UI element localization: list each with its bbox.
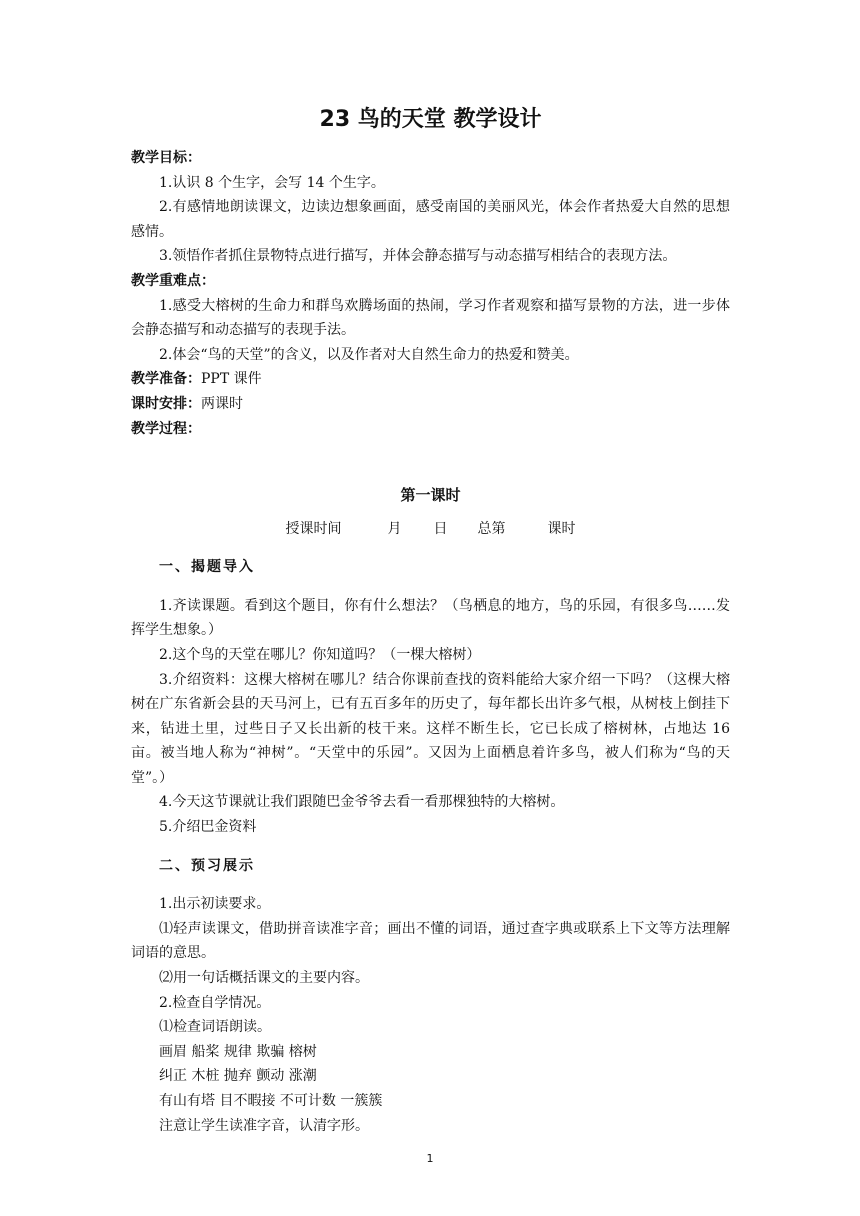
- document-title: 23 鸟的天堂 教学设计: [319, 107, 542, 132]
- process-heading: 教学过程：: [131, 420, 201, 437]
- total-label: 总第: [477, 521, 506, 538]
- section-item: 3.介绍资料：这棵大榕树在哪儿？结合你课前查找的资料能给大家介绍一下吗？（这棵大榕树在广东省新会县的天马河上，已有五百多年的历史了，每年都长出许多气根，从树枝上倒挂下来，钻进土里，过些日子又长出新的枝干来。这样不断生长，它已长成了榕树林，占地达 16 亩。被当地人称为“神树”。“天堂中的乐园”。又因为上面栖息着许多鸟，被人们称为“鸟的天堂”。）: [131, 671, 730, 786]
- vocab-line: 纠正 木桩 抛弃 颤动 涨潮: [159, 1068, 317, 1085]
- section-item: 1.齐读课题。看到这个题目，你有什么想法？（鸟栖息的地方，鸟的乐园，有很多鸟……发挥学生想象。）: [131, 597, 730, 639]
- page-number: 1: [426, 1152, 434, 1165]
- lesson-title: 第一课时: [400, 486, 461, 505]
- vocab-line: 画眉 船桨 规律 欺骗 榕树: [159, 1043, 317, 1060]
- section-item: 2.这个鸟的天堂在哪儿？你知道吗？（一棵大榕树）: [159, 646, 481, 663]
- key-points-heading: 教学重难点：: [131, 272, 215, 289]
- key-point-item: 1.感受大榕树的生命力和群鸟欢腾场面的热闹，学习作者观察和描写景物的方法，进一步体会静态描写和动态描写的表现手法。: [131, 297, 730, 339]
- lesson-time-row: [131, 517, 730, 541]
- section-item: 4.今天这节课就让我们跟随巴金爷爷去看一看那棵独特的大榕树。: [159, 794, 565, 811]
- spacer: [131, 441, 730, 483]
- key-point-item: 2.体会“鸟的天堂”的含义，以及作者对大自然生命力的热爱和赞美。: [159, 346, 579, 363]
- objectives-heading: 教学目标：: [131, 150, 201, 166]
- section-item: ⑴检查词语朗读。: [159, 1019, 271, 1036]
- section-item: 5.介绍巴金资料: [159, 819, 257, 836]
- period-label: 课时: [547, 521, 576, 538]
- objective-item: 3.领悟作者抓住景物特点进行描写，并体会静态描写与动态描写相结合的表现方法。: [159, 248, 677, 265]
- section-item: ⑵用一句话概括课文的主要内容。: [159, 970, 369, 987]
- section-heading: 一、揭题导入: [159, 559, 255, 576]
- preparation-label: 教学准备：: [131, 371, 201, 388]
- schedule-line: [131, 392, 730, 417]
- schedule-value: 两课时: [201, 395, 243, 412]
- schedule-label: 课时安排：: [131, 395, 201, 412]
- day-label: 日: [433, 521, 448, 538]
- section-heading: 二、预习展示: [159, 857, 255, 874]
- preparation-value: PPT 课件: [201, 371, 262, 388]
- section-item: 注意让学生读准字音，认清字形。: [159, 1117, 369, 1134]
- document-content: [131, 104, 730, 1138]
- objective-item: 2.有感情地朗读课文，边读边想象画面，感受南国的美丽风光，体会作者热爱大自然的思想感情。: [131, 199, 730, 240]
- preparation-line: [131, 367, 730, 392]
- objective-item: 1.认识 8 个生字，会写 14 个生字。: [159, 174, 385, 191]
- time-label: 授课时间: [285, 521, 342, 538]
- section-item: 1.出示初读要求。: [159, 896, 271, 913]
- month-label: 月: [387, 521, 402, 538]
- section-item: ⑴轻声读课文，借助拼音读准字音；画出不懂的词语，通过查字典或联系上下文等方法理解词语的意思。: [131, 920, 730, 962]
- section-item: 2.检查自学情况。: [159, 994, 271, 1011]
- vocab-line: 有山有塔 目不暇接 不可计数 一簇簇: [159, 1093, 383, 1109]
